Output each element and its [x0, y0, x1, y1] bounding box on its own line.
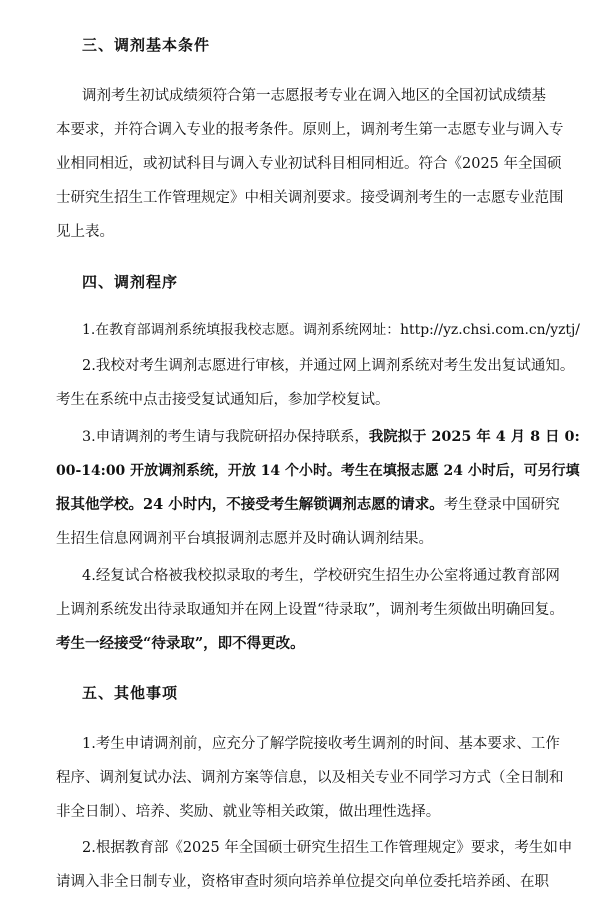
paragraph-line: 4.经复试合格被我校拟录取的考生，学校研究生招生办公室将通过教育部网 — [82, 568, 560, 584]
paragraph-line: 生招生信息网调剂平台填报调剂志愿并及时确认调剂结果。 — [56, 531, 433, 547]
paragraph-line: 1.考生申请调剂前，应充分了解学院接收考生调剂的时间、基本要求、工作 — [82, 736, 560, 752]
text-emphasis: 报其他学校。24 小时内，不接受考生解锁调剂志愿的请求。 — [56, 496, 444, 513]
section-heading-5: 五、其他事项 — [82, 684, 179, 702]
paragraph-line: 本要求，并符合调入专业的报考条件。原则上，调剂考生第一志愿专业与调入专 — [56, 122, 564, 138]
paragraph-line: 调剂考生初试成绩须符合第一志愿报考专业在调入地区的全国初试成绩基 — [82, 88, 546, 104]
paragraph-line: 1.在教育部调剂系统填报我校志愿。调剂系统网址：http://yz.chsi.com.cn/yztj/ — [82, 322, 580, 338]
paragraph-line: 2.我校对考生调剂志愿进行审核，并通过网上调剂系统对考生发出复试通知。 — [82, 358, 575, 374]
paragraph-line: 请调入非全日制专业，资格审查时须向培养单位提交向单位委托培养函、在职 — [56, 874, 549, 890]
text-normal: 考生登录中国研究 — [443, 497, 560, 513]
paragraph-line — [56, 495, 560, 515]
section-heading-4: 四、调剂程序 — [82, 273, 179, 291]
paragraph-line: 程序、调剂复试办法、调剂方案等信息，以及相关专业不同学习方式（全日制和 — [56, 770, 564, 786]
paragraph-line: 考生在系统中点击接受复试通知后，参加学校复试。 — [56, 392, 390, 408]
paragraph-line: 非全日制）、培养、奖励、就业等相关政策，做出理性选择。 — [56, 804, 441, 820]
paragraph-line: 2.根据教育部《2025 年全国硕士研究生招生工作管理规定》要求，考生如申 — [82, 840, 573, 856]
section-heading-3: 三、调剂基本条件 — [82, 36, 211, 54]
text-emphasis: 我院拟于 2025 年 4 月 8 日 0: — [368, 428, 580, 445]
paragraph-line: 上调剂系统发出待录取通知并在网上设置“待录取”，调剂考生须做出明确回复。 — [56, 602, 564, 618]
paragraph-line-emphasis: 00-14:00 开放调剂系统，开放 14 个小时。考生在填报志愿 24 小时后，可另行填 — [56, 463, 580, 479]
text-normal: 3.申请调剂的考生请与我院研招办保持联系， — [82, 429, 369, 445]
paragraph-line-emphasis: 考生一经接受“待录取”，即不得更改。 — [56, 635, 305, 652]
paragraph-line: 见上表。 — [56, 224, 114, 240]
paragraph-line: 业相同相近，或初试科目与调入专业初试科目相同相近。符合《2025 年全国硕 — [56, 156, 562, 172]
paragraph-line: 士研究生招生工作管理规定》中相关调剂要求。接受调剂考生的一志愿专业范围 — [56, 190, 564, 206]
paragraph-line — [82, 427, 580, 447]
